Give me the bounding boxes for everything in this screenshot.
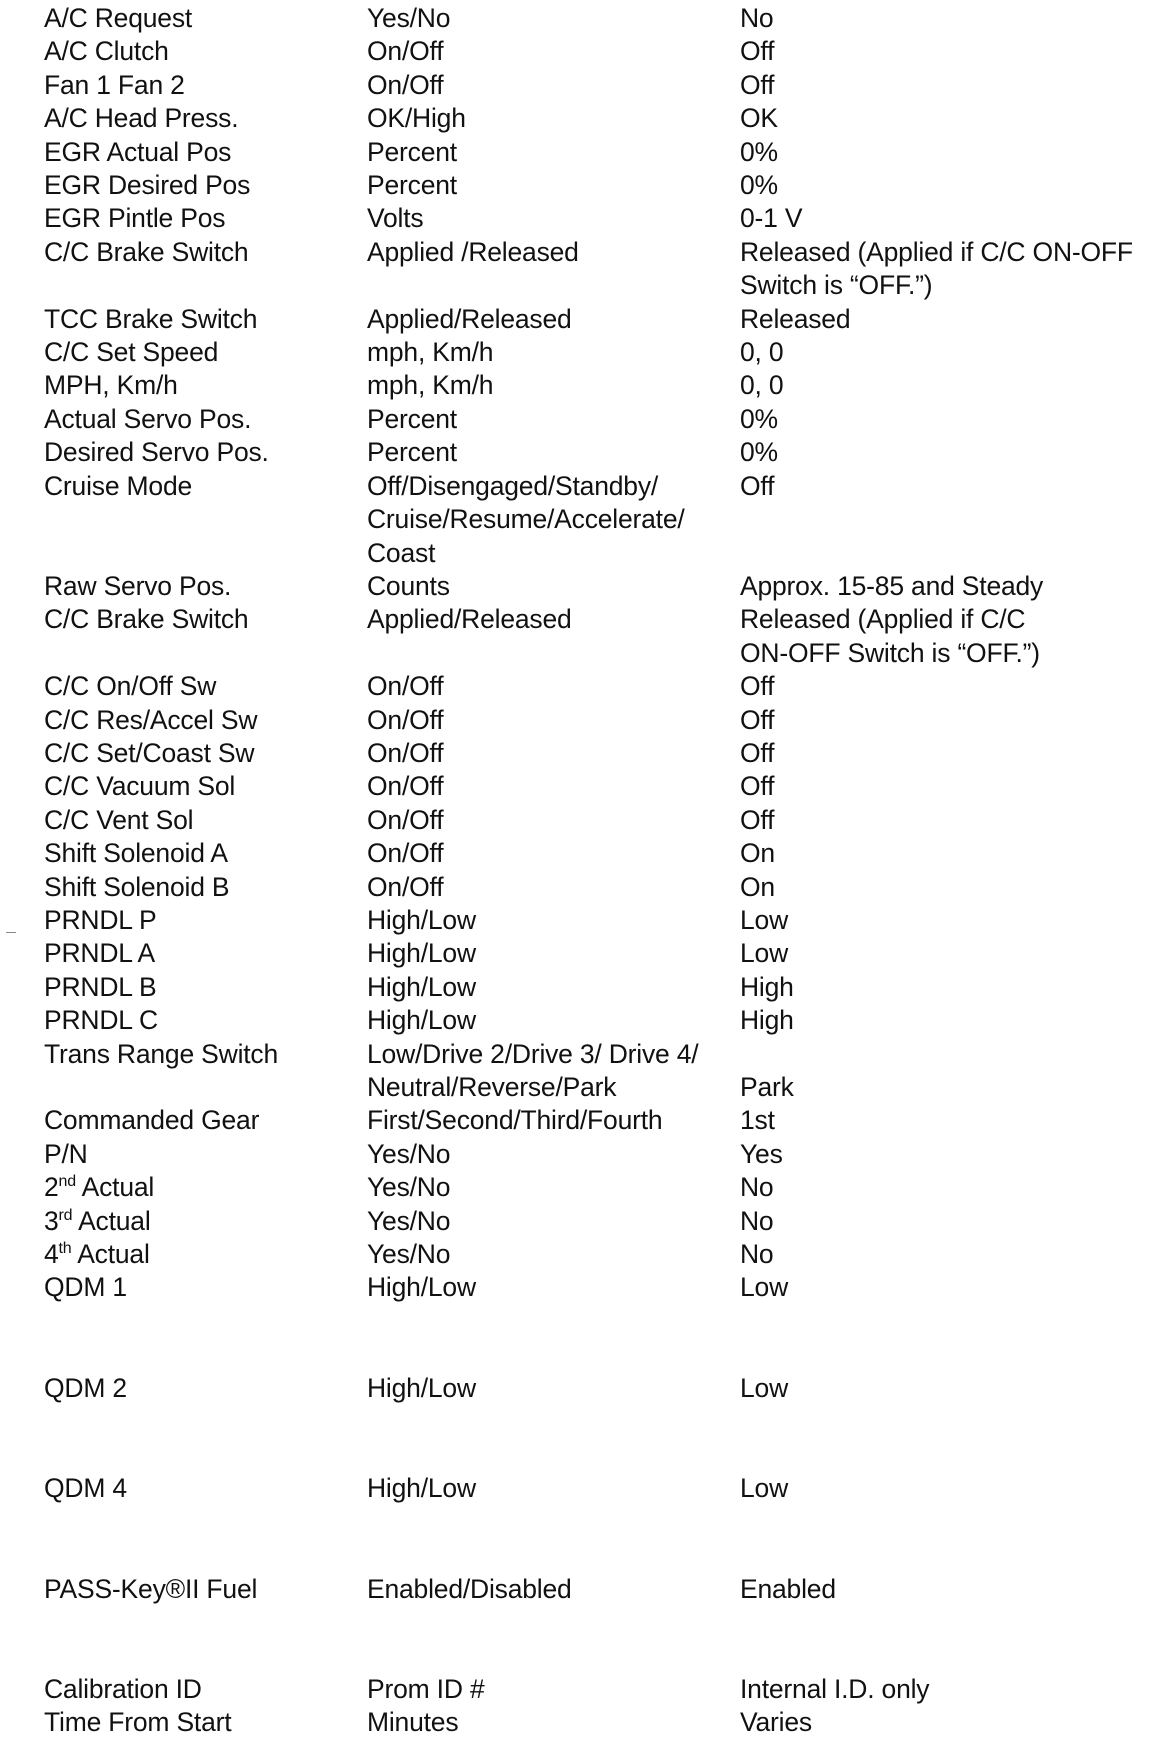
typical-value-cell: OK (740, 103, 778, 134)
parameter-cell (44, 570, 367, 603)
scan-data-table (44, 2, 1164, 1740)
parameter-name: A/C Clutch (44, 36, 169, 67)
parameter-name: PRNDL B (44, 971, 157, 1002)
typical-value-cell: Off (740, 737, 775, 768)
parameter-cell (44, 1171, 367, 1204)
units-cell: High/Low (367, 904, 476, 935)
parameter-name: C/C On/Off Sw (44, 671, 217, 702)
table-row (44, 704, 1164, 737)
parameter-cell (44, 436, 367, 469)
parameter-name: TCC Brake Switch (44, 303, 258, 334)
parameter-cell (44, 35, 367, 68)
typical-value-cell: 0, 0 (740, 370, 784, 401)
typical-value-cell: Internal I.D. only (740, 1674, 930, 1705)
units-cell: mph, Km/h (367, 337, 494, 368)
parameter-name: C/C Vacuum Sol (44, 771, 236, 802)
units-cell: Minutes (367, 1707, 459, 1738)
parameter-name: P/N (44, 1138, 88, 1169)
units-cell: Percent (367, 403, 457, 434)
parameter-cell (44, 136, 367, 169)
table-row (44, 670, 1164, 703)
units-cell: Prom ID # (367, 1674, 485, 1705)
parameter-cell (44, 603, 367, 670)
parameter-cell (44, 904, 367, 937)
typical-value-cell: 0% (740, 403, 778, 434)
units-cell: On/Off (367, 737, 444, 768)
table-row (44, 303, 1164, 336)
units-cell: On/Off (367, 871, 444, 902)
parameter-cell (44, 1573, 367, 1673)
table-row (44, 971, 1164, 1004)
parameter-cell (44, 804, 367, 837)
parameter-name: EGR Pintle Pos (44, 203, 226, 234)
parameter-name-suffix: Actual (75, 1172, 155, 1203)
parameter-name: A/C Head Press. (44, 103, 239, 134)
parameter-cell (44, 102, 367, 135)
parameter-name: Calibration ID (44, 1674, 202, 1705)
parameter-name: QDM 4 (44, 1473, 127, 1504)
parameter-cell (44, 871, 367, 904)
typical-value-cell: No (740, 1172, 774, 1203)
typical-value-cell: Yes (740, 1138, 783, 1169)
typical-value-cell: Low (740, 938, 789, 969)
parameter-name: A/C Request (44, 3, 193, 33)
parameter-name: C/C Brake Switch (44, 236, 249, 267)
typical-value-cell: On (740, 838, 775, 869)
table-row (44, 1472, 1164, 1572)
units-cell: OK/High (367, 103, 466, 134)
units-cell: Yes/No (367, 1239, 451, 1270)
parameter-name: MPH, Km/h (44, 370, 178, 401)
units-cell: Volts (367, 203, 424, 234)
parameter-cell (44, 303, 367, 336)
parameter-cell (44, 1205, 367, 1238)
typical-value-cell: Off (740, 36, 775, 67)
typical-value-cell: Enabled (740, 1573, 836, 1604)
units-cell: Counts (367, 570, 450, 601)
table-row (44, 770, 1164, 803)
typical-value-cell: Off (740, 771, 775, 802)
parameter-name: C/C Set Speed (44, 337, 219, 368)
typical-value-cell: Low (740, 1372, 789, 1403)
ordinal-suffix: nd (58, 1173, 76, 1191)
table-row (44, 102, 1164, 135)
units-cell: High/Low (367, 1372, 476, 1403)
typical-value-cell: Off (740, 69, 775, 100)
typical-value-cell: On (740, 871, 775, 902)
parameter-name: 4 (44, 1239, 59, 1270)
parameter-name: Actual Servo Pos. (44, 403, 252, 434)
parameter-name: C/C Brake Switch (44, 604, 249, 635)
parameter-cell (44, 1004, 367, 1037)
table-row (44, 2, 1164, 35)
typical-value-cell: 0% (740, 170, 778, 201)
parameter-cell (44, 336, 367, 369)
parameter-cell (44, 670, 367, 703)
parameter-name: Cruise Mode (44, 470, 193, 501)
units-cell: High/Low (367, 971, 476, 1002)
units-cell: Percent (367, 136, 457, 167)
units-cell: Yes/No (367, 1205, 451, 1236)
typical-value-cell: Off (740, 470, 775, 501)
parameter-name: 3 (44, 1205, 59, 1236)
typical-value-cell: Released (Applied if C/C ON-OFF Switch is “OFF.”) (740, 604, 1040, 668)
parameter-cell (44, 704, 367, 737)
parameter-name-suffix: Actual (72, 1205, 151, 1236)
units-cell: High/Low (367, 1005, 476, 1036)
table-row (44, 369, 1164, 402)
parameter-cell (44, 737, 367, 770)
parameter-cell (44, 1238, 367, 1271)
typical-value-cell: Low (740, 1473, 789, 1504)
table-row (44, 470, 1164, 570)
typical-value-cell: Off (740, 704, 775, 735)
units-cell: On/Off (367, 704, 444, 735)
units-cell: On/Off (367, 804, 444, 835)
units-cell: On/Off (367, 671, 444, 702)
units-cell: On/Off (367, 36, 444, 67)
parameter-name: Time From Start (44, 1707, 232, 1738)
typical-value-cell: Approx. 15-85 and Steady (740, 570, 1044, 601)
units-cell: Yes/No (367, 3, 451, 33)
table-row (44, 1706, 1164, 1739)
units-cell: High/Low (367, 1272, 476, 1303)
units-cell: Percent (367, 170, 457, 201)
units-cell: On/Off (367, 771, 444, 802)
parameter-name: Desired Servo Pos. (44, 437, 269, 468)
parameter-name: Fan 1 Fan 2 (44, 69, 185, 100)
parameter-cell (44, 1138, 367, 1171)
parameter-name: PRNDL P (44, 904, 157, 935)
units-cell: Yes/No (367, 1172, 451, 1203)
table-row (44, 1573, 1164, 1673)
parameter-cell (44, 2, 367, 35)
parameter-cell (44, 971, 367, 1004)
typical-value-cell: 0, 0 (740, 337, 784, 368)
table-body (44, 2, 1164, 1740)
parameter-cell (44, 1673, 367, 1706)
units-cell: Enabled/Disabled (367, 1573, 572, 1604)
parameter-cell (44, 837, 367, 870)
table-row (44, 1138, 1164, 1171)
parameter-cell (44, 937, 367, 970)
units-cell: Yes/No (367, 1138, 451, 1169)
parameter-name-suffix: Actual (71, 1239, 150, 1270)
units-cell: mph, Km/h (367, 370, 494, 401)
units-cell: Percent (367, 437, 457, 468)
units-cell: First/Second/Third/Fourth (367, 1105, 663, 1136)
table-row (44, 1104, 1164, 1137)
typical-value-cell: 1st (740, 1105, 775, 1136)
units-cell: Applied /Released (367, 236, 579, 267)
parameter-cell (44, 770, 367, 803)
parameter-cell (44, 1372, 367, 1472)
units-cell: Off/Disengaged/Standby/ Cruise/Resume/Accelerate/ Coast (367, 470, 685, 568)
parameter-name: Commanded Gear (44, 1105, 260, 1136)
parameter-cell (44, 1038, 367, 1105)
parameter-cell (44, 69, 367, 102)
typical-value-cell: High (740, 971, 794, 1002)
parameter-name: PRNDL C (44, 1005, 158, 1036)
table-row (44, 1171, 1164, 1204)
table-row (44, 603, 1164, 670)
table-row (44, 202, 1164, 235)
parameter-cell (44, 236, 367, 303)
typical-value-cell: 0% (740, 437, 778, 468)
table-row (44, 1673, 1164, 1706)
table-row (44, 336, 1164, 369)
units-cell: Applied/Released (367, 604, 572, 635)
parameter-cell (44, 202, 367, 235)
parameter-name: C/C Res/Accel Sw (44, 704, 258, 735)
parameter-cell (44, 1104, 367, 1137)
typical-value-cell: 0% (740, 136, 778, 167)
parameter-name: Raw Servo Pos. (44, 570, 232, 601)
parameter-cell (44, 1271, 367, 1371)
typical-value-cell: Low (740, 904, 789, 935)
typical-value-cell: Varies (740, 1707, 812, 1738)
table-row (44, 871, 1164, 904)
parameter-cell (44, 169, 367, 202)
parameter-name: QDM 1 (44, 1272, 127, 1303)
table-row (44, 904, 1164, 937)
table-row (44, 1238, 1164, 1271)
table-row (44, 837, 1164, 870)
units-cell: On/Off (367, 838, 444, 869)
parameter-cell (44, 403, 367, 436)
typical-value-cell: Off (740, 671, 775, 702)
units-cell: Low/Drive 2/Drive 3/ Drive 4/ Neutral/Reverse/Park (367, 1038, 699, 1102)
typical-value-cell: No (740, 3, 774, 33)
table-row (44, 804, 1164, 837)
table-row (44, 937, 1164, 970)
table-row (44, 436, 1164, 469)
parameter-name: C/C Vent Sol (44, 804, 194, 835)
table-row (44, 69, 1164, 102)
typical-value-cell: Released (Applied if C/C ON-OFF Switch is “OFF.”) (740, 236, 1133, 301)
parameter-name: Shift Solenoid A (44, 838, 228, 869)
parameter-cell (44, 1472, 367, 1572)
table-row (44, 1205, 1164, 1238)
table-row (44, 35, 1164, 68)
typical-value-cell: 0-1 V (740, 203, 803, 234)
ordinal-suffix: rd (58, 1206, 73, 1224)
parameter-name: Trans Range Switch (44, 1038, 279, 1069)
table-row (44, 1004, 1164, 1037)
parameter-name: QDM 2 (44, 1372, 127, 1403)
parameter-name: EGR Actual Pos (44, 136, 232, 167)
parameter-name: PASS-Key®II Fuel (44, 1573, 258, 1604)
table-row (44, 136, 1164, 169)
scan-mark (6, 932, 16, 933)
table-row (44, 737, 1164, 770)
typical-value-cell: Park (740, 1072, 794, 1102)
table-row (44, 403, 1164, 436)
ordinal-suffix: th (58, 1240, 72, 1258)
table-row (44, 1271, 1164, 1371)
typical-value-cell: Released (740, 303, 851, 334)
units-cell: On/Off (367, 69, 444, 100)
parameter-name: PRNDL A (44, 938, 156, 969)
table-row (44, 1038, 1164, 1105)
units-cell: Applied/Released (367, 303, 572, 334)
parameter-cell (44, 369, 367, 402)
table-row (44, 236, 1164, 303)
units-cell: High/Low (367, 938, 476, 969)
parameter-name: 2 (44, 1172, 59, 1203)
typical-value-cell: Off (740, 804, 775, 835)
parameter-cell (44, 470, 367, 570)
units-cell: High/Low (367, 1473, 476, 1504)
typical-value-cell: High (740, 1005, 794, 1036)
parameter-name: Shift Solenoid B (44, 871, 230, 902)
parameter-name: C/C Set/Coast Sw (44, 737, 255, 768)
table-row (44, 169, 1164, 202)
table-row (44, 570, 1164, 603)
parameter-cell (44, 1706, 367, 1739)
parameter-name: EGR Desired Pos (44, 170, 251, 201)
typical-value-cell: No (740, 1239, 774, 1270)
typical-value-cell: Low (740, 1272, 789, 1303)
typical-value-cell: No (740, 1205, 774, 1236)
table-row (44, 1372, 1164, 1472)
